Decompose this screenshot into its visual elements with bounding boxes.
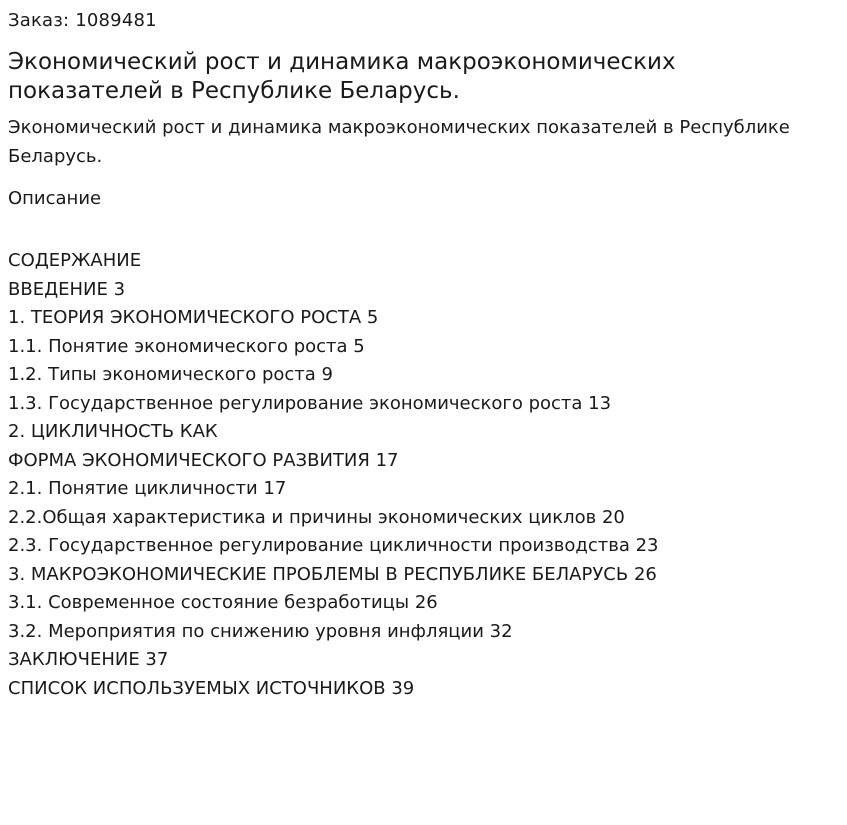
toc-item: 1.3. Государственное регулирование экономического роста 13 bbox=[8, 392, 612, 414]
toc-item: 2.1. Понятие цикличности 17 bbox=[8, 478, 287, 499]
toc-item: 2. ЦИКЛИЧНОСТЬ КАК bbox=[8, 421, 218, 442]
toc-heading: СОДЕРЖАНИЕ bbox=[8, 250, 142, 271]
toc-item: 3.2. Мероприятия по снижению уровня инфляции 32 bbox=[8, 620, 513, 642]
table-of-contents bbox=[8, 247, 838, 703]
toc-item: ВВЕДЕНИЕ 3 bbox=[8, 278, 126, 300]
description-heading: Описание bbox=[8, 188, 102, 209]
toc-item: 1.2. Типы экономического роста 9 bbox=[8, 364, 333, 385]
toc-item: 1.1. Понятие экономического роста 5 bbox=[8, 335, 365, 357]
toc-item: ФОРМА ЭКОНОМИЧЕСКОГО РАЗВИТИЯ 17 bbox=[8, 449, 399, 471]
toc-item: ЗАКЛЮЧЕНИЕ 37 bbox=[8, 649, 169, 670]
toc-item: 1. ТЕОРИЯ ЭКОНОМИЧЕСКОГО РОСТА 5 bbox=[8, 307, 379, 328]
toc-item: 2.3. Государственное регулирование цикличности производства 23 bbox=[8, 535, 659, 556]
page-subtitle: Экономический рост и динамика макроэкономических показателей в Республике Беларусь. bbox=[8, 117, 790, 167]
toc-item: 2.2.Общая характеристика и причины экономических циклов 20 bbox=[8, 506, 625, 528]
toc-item: 3. МАКРОЭКОНОМИЧЕСКИЕ ПРОБЛЕМЫ В РЕСПУБЛИКЕ БЕЛАРУСЬ 26 bbox=[8, 563, 657, 585]
toc-item: СПИСОК ИСПОЛЬЗУЕМЫХ ИСТОЧНИКОВ 39 bbox=[8, 677, 415, 699]
order-number: Заказ: 1089481 bbox=[8, 10, 157, 31]
toc-item: 3.1. Современное состояние безработицы 26 bbox=[8, 592, 438, 613]
page-title: Экономический рост и динамика макроэкономических показателей в Республике Беларусь. bbox=[8, 49, 676, 104]
